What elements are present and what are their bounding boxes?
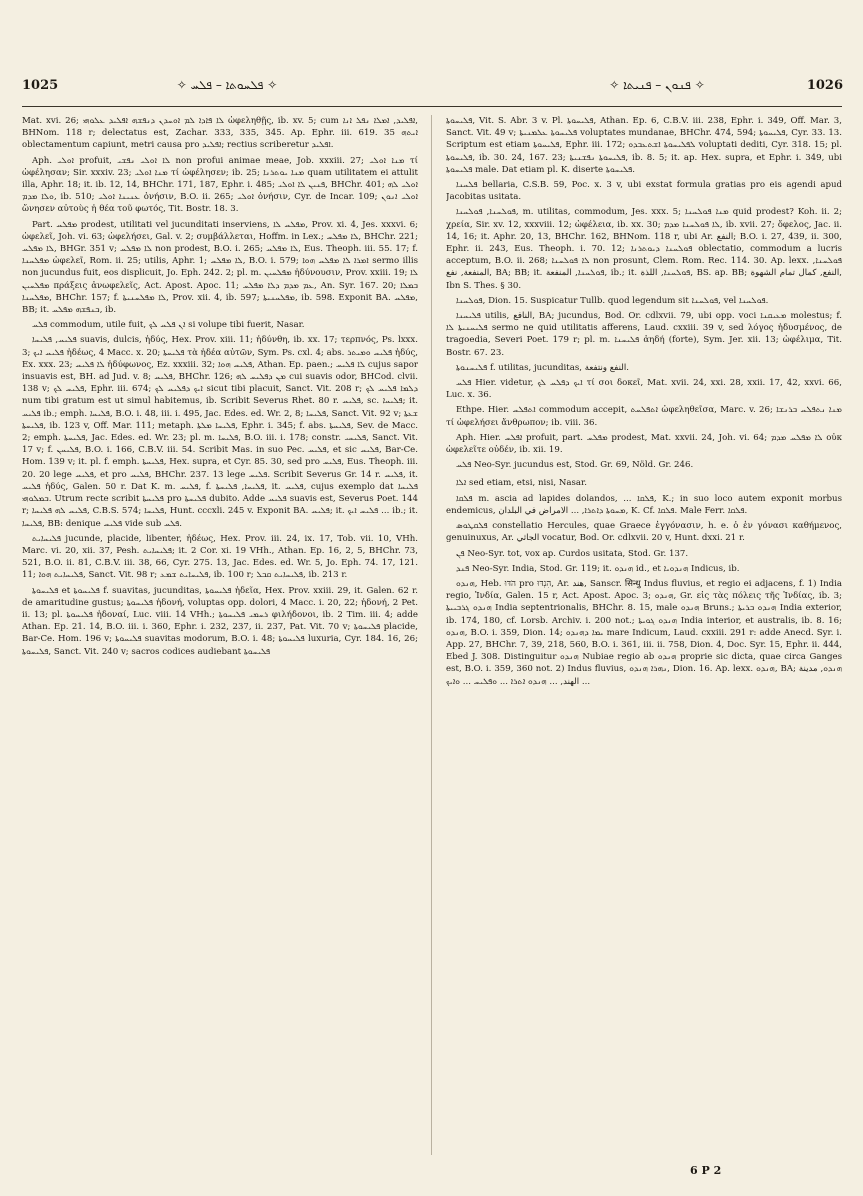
entry-paragraph: Aph. ܐܘܠܝ profuit, ܠܐ ܐܘܠܝ ܢܦܫܝ non profui animae meae, Job. xxxiii. 27; ܡܢܐ ܐܘܠܝ τί ὠφέλησαν; Sir. xxxiv. 23; ܡܢܐ ܐܘܠܝ τί ὠφέλησεν; ib. 25; ܡܢܐ ܝܘܬܪܢܐ quam utilitatem ei attulit illa, Aphr. 18; it. ib. 12, 14, BHChr. 171, 187, Ephr. i. 485; ܦܢܝܢ ܠܐ ܐܘܠܝ, BHChr. 401; ܐܘܠܝ ܠܗ ܘܠܐ ܡܕܡ, ib. 510; ܥܢܝܢܐ ܐܘܠܝ ὀνήσιν, B.O. ii. 265; ܐܘܠܝ ὀνήσιν, Cyr. de Incar. 109; ܐܘܠܝ ܐܢܘܢ ὤνησεν αὐτοὺς ἡ θέα τοῦ φωτός, Tit. Bostr. 18. 3. (22, 155, 418, 215)
header-rule (22, 106, 842, 107)
left-column (22, 115, 418, 1165)
entry-paragraph: ܐܠܐ sed etiam, etsi, nisi, Nasar. (456, 478, 587, 489)
entry-paragraph: ܦܠܝܚܘܬܐ, Vit. S. Abr. 3 v. Pl. ܦܠܝܚܘܬܐ, Athan. Ep. 6, C.B.V. iii. 238, Ephr. i. 349, Off. Mar. 3, Sanct. Vit. 49 v; ܦܠܝܚܘܬܐ ܥܠܡܢܝܬܐ voluptates mundanae, BHChr. 474, 594; ܦܠܝܚܘܬܐ, Cyr. 33. 13. Scriptum est etiam ܦܠܝܚܘܬܐ, Ephr. iii. 172; ܠܦܠܝܚܘܬܐ ܐܫܬܥܒܕܘ voluptati dediti, Cyr. 318. 15; pl. ܦܠܝܚܘܬܐ, ib. 30. 24, 167. 23; ܦܠܝܚܘܬܐ ܢܦܫܢܝܬܐ, ib. 8. 5; it. ap. Hex. supra, et Ephr. i. 349, ubi ܦܠܝܚܘܬܐ male. Dat etiam pl. K. diserte ܦܠܝܚܘܬܐ. (446, 116, 842, 175)
entry-paragraph: ܦܠܝܚ, ܦܠܝܚܐ suavis, dulcis, ἡδύς, Hex. Prov. xiii. 11; ἡδύνθη, ib. xx. 17; τερπνός, Ps. lxxx. 3; ܦܠܝܚ ܐܝܟ ἡδέως, 4 Macc. x. 20; ܦܠܝܚܬܐ τὰ ἡδέα αὐτῶν, Sym. Ps. cxl. 4; abs. ܦܠܝܚ ܘܡܝܬܪ ἡδύς, Ex. xxx. 23; ܠܐ ܦܠܝܚ ἡδύφωνος, Ez. xxxiii. 32; ܦܠܝܚ ܗܘܐ, Athan. Ep. paen.; ܠܐ ܦܠܝܚ cujus sapor insuavis est, BH. ad Jud. v. 8; ܦܠܝܚ, BHChr. 126; ܡܢ ܕܦܠܝܚ ܠܗ cui suavis odor, BHCod. clvii. 138 v; ܦܠܝܚ ܠܟ, Ephr. iii. 674; ܐܝܟ ܕܦܠܝܚ ܠܟ sicut tibi placuit, Sanct. Vit. 208 r; ܕܠܡܐ ܦܠܝܚ ܠܟ num tibi gratum est ut simul habitemus, ib. Scribit Severus Rhet. 80 r. ܦܠܝܚ, sc. ܦܠܝܚܐ; it. ܦܠܝܚ ib.; emph. ܦܠܝܚܐ, B.O. i. 48, iii. i. 495, Jac. Edes. ed. Wr. 2, 8; ܦܠܝܚܐ, Sanct. Vit. 92 v; ܫܥܬܐ ܦܠܝܚܬܐ, ib. 123 v, Off. Mar. 111; metaph. ܦܠܝܚܐ ܡܠܬܐ, Ephr. i. 345; f. abs. ܦܠܝܚܬܐ, Sev. de Macc. 2; emph. ܦܠܝܚܬܐ, Jac. Edes. ed. Wr. 23; pl. m. ܦܠܝܚܐ, B.O. iii. i. 178; constr. ܦܠܝܚܝ, Sanct. Vit. 17 v; f. ܦܠܝܚܢ, B.O. i. 166, C.B.V. iii. 54. Scribit Mas. in suo Pec. ܦܠܝܚ, et sic ܦܠܝܚ, Bar-Ce. Hom. 139 v; it. pl. f. emph. ܦܠܝܚܬܐ, Hex. supra, et Cyr. 85. 30, sed pro ܦܠܝܚ, Eus. Theoph. iii. 20. 20 lege ܦܠܝܚ, et pro ܦܠܝܚ, BHChr. 237. 13 lege ܦܠܝܚ. Scribit Severus Gr. 14 r. ܦܠܝܚ, it. ܦܠܝܚ ἡδύς, Galen. 50 r. Dat K. m. ܦܠܝܚ, f. ܦܠܝܚܐ, ܦܠܝܚܬܐ, it. ܦܠܝܚ, cujus exemplo dat ܦܠܝܚܐ ܒܡܠܘܗܝ. Utrum recte scribit ܦܠܝܚܬܐ pro ܦܠܝܚܬܐ dubito. Adde ܦܠܝܚ suavis est, Severus Poet. 144 r; ܦܠܝܚ ܠܗ ܦܠܝܚܐ, C.B.S. 574; ܦܠܝܚܐ, Hunt. cccxli. 245 v. Exponit BA. ܦܠܝܚ; it. ܦܠܝܚ ܐܝܟ ... ib.; it. ܦܠܝܚܐ, BB: denique ܦܠܝܚ vide sub ܦܠܚ. (22, 335, 418, 529)
entry-paragraph: Mat. xvi. 26; ܠܐ ܦܐܕܐ ܠܡ ܐܘܚܕܢ ܕܢܦܫܗ ܐܦܠܝܕ ܥܠܘܗܝ ὠφεληθῇς, ib. xv. 5; cum ܐܦܠܝܕ, ܐܡܠܐ ܢܦܠ ܐܢܐ, BHNom. 118 r; delectatus est, Zachar. 333, 335, 345. Ap. Ephr. iii. 619. 35 ܐܝܬܗ oblectamentum capiunt, metri causa pro ܐܦܠܝܕ; rectius scriberetur ܐܦܠܝܕ. (22, 116, 418, 151)
entry-paragraph: ܦܠܝܚܢܐ utilis, النافع, BA; jucundus, Bod. Or. cdlxvii. 79, ubi opp. voci ܡܥܝܩܢܐ molestus; f. ܦܠܝܚܢܝܬܐ ܠܐ sermo ne quid utilitatis afferens, Laud. cxxiii. 39 v, sed λόγος ἡδυσμένος, de tragoedia, Severi Poet. 179 r; pl. m. ܦܠܝܚܢܐ ἀηδή (forte), Sym. Jer. xii. 13; ὠφέλιμα, Tit. Bostr. 67. 23. (446, 311, 842, 358)
entry-paragraph: Aph. Hier. ܐܦܠܚ profuit, part. ܡܦܠܚ prodest, Mat. xxvii. 24, Joh. vi. 64; ܠܐ ܡܦܠܚ ܡܕܡ οὐκ ὠφελεῖτε οὐδέν, ib. xii. 19. (446, 432, 842, 456)
left-page-number: 1025 (22, 78, 59, 93)
entry-paragraph: ܦܠܚ Hier. videtur, ܐܝܟ ܕܦܠܚ ܠܟ τί σοι δοκεῖ, Mat. xvii. 24, xxi. 28, xxii. 17, 42, xxvi. 66, Luc. x. 36. (446, 378, 842, 401)
signature-mark: 6 P 2 (690, 1164, 722, 1177)
entry-paragraph: ܦܘܠܚܢܐ, Dion. 15. Suspicatur Tullb. quod legendum sit ܦܘܠܚܢܐ, vel ܦܘܠܚܢܐ. (456, 295, 769, 306)
entry-paragraph: ܗܢܕܘ, Heb. הֹדּוּ pro הִנְדּוּ, Ar. هند, Sanscr. सिन्धु Indus fluvius, et regio ei adjacens, f. 1) India regio, Ἰνδία, Galen. 15 r, Act. Apost. Apoc. 3; ܗܢܕܘ, Gr. εἰς τὰς πόλεις τῆς Ἰνδίας, ib. 3; ܗܢܕܘ ܓܪܒܝܝܬܐ India septentrionalis, BHChr. 8. 15, male ܗܢܕܘ Bruns.; ܗܢܕܘ ܒܪܝܬܐ India exterior, ib. 174, 180, cf. Lorsb. Archiv. i. 200 not.; ܗܢܕܘ ܓܘܝܬܐ India interior, et australis, ib. 8. 16; ܗܢܕܘ, B.O. i. 359, Dion. 14; ܝܡܐ ܕܗܢܕܘ mare Indicum, Laud. cxxiii. 291 r: adde Anecd. Syr. i. App. 27, BHChr. 7, 39, 218, 560, B.O. i. 361, iii. ii. 758, Dion. 4, Doc. Syr. 15, Ephr. ii. 444, Ebed J. 308. Distinguitur ܗܢܕܘ Nubiae regio ab ܗܢܕܘ proprie sic dicta, quae circa Ganges est, B.O. i. 359, 360 not. 2) Indus fluvius, ܢܗܪܐ ܗܢܕܘ, Dion. 16. Ap. lexx. ܗܢܕܘ, BA; ܗܢܕܘ, مدينة الهند, ... ܗܢܕܘ ܐܬܪܐ ... ܘܦܠܝܚ ... ܘܐܝܟ ... (446, 578, 842, 687)
column-divider (431, 115, 432, 1155)
entry-paragraph: ܦܠܚ commodum, utile fuit, ܐܢ ܦܠܚ ܠܟ si volupe tibi fuerit, Nasar. (32, 320, 305, 331)
left-running-head: ✧ ܦܠܚܘܬܐ – ܦܠܚ ✧ (176, 78, 278, 92)
entry-paragraph: ܦܠܚ Neo-Syr. jucundus est, Stod. Gr. 69, Nöld. Gr. 246. (456, 460, 694, 471)
right-column (446, 115, 842, 1165)
entry-paragraph: ܦܢ Neo-Syr. tot, vox ap. Curdos usitata, Stod. Gr. 137. (456, 548, 689, 559)
entry-paragraph: ܦܠܝܚܢܘܬܐ f. utilitas, jucunditas, النفع ونتفعة. (456, 362, 629, 373)
entry-paragraph: ܦܠܩܐ m. ascia ad lapides dolandos, ... ܦܠܩܐ, K.; in suo loco autem exponit morbus endemicus, ܡܚܘܬܐ ܕܐܬܪܐ, ... الامراض في البلدان, K. Cf. ܦܠܩܐ. Male Ferr. ܦܠܩܐ. (446, 493, 842, 516)
right-page-number: 1026 (806, 78, 843, 93)
entry-paragraph: ܦܠܩܛܘܣ constellatio Hercules, quae Graece ἐγγόνασιν, h. e. ὁ ἐν γόνασι καθήμενος, genuinuxus, Ar. الجاثي vocatur, Bod. Or. cdlxvii. 20 v, Hunt. dxxi. 21 r. (446, 521, 842, 544)
entry-paragraph: ܦܢܕ Neo-Syr. India, Stod. Gr. 119; it. ܗܢܕܘ id., et ܗܢܕܘܝܐ Indicus, ib. (456, 563, 740, 574)
entry-paragraph: ܦܠܝܚܘܬܐ et ܦܠܝܚܘܬܐ f. suavitas, jucunditas, ܦܠܝܚܘܬܐ ἡδεῖα, Hex. Prov. xxiii. 29, it. Galen. 62 r. de amaritudine gustus; ܦܠܝܚܘܬܐ ἡδονή, voluptas opp. dolori, 4 Macc. i. 20, 22; ἡδονή, 2 Pet. ii. 13; pl. ܦܠܝܚܘܬܐ ἡδοναί, Luc. viii. 14 VHh.; ܪܚܡܝ ܦܠܝܚܘܬܐ φιλήδονοι, ib. 2 Tim. iii. 4; adde Athan. Ep. 21. 14, B.O. iii. i. 360, Ephr. i. 232, 237, ii. 237, Pat. Vit. 70 v; ܦܠܝܚܘܬܐ placide, Bar-Ce. Hom. 196 v; ܦܠܝܚܘܬܐ suavitas modorum, B.O. i. 48; ܦܠܝܚܘܬܐ luxuria, Cyr. 184. 16, 26; ܦܠܝܚܘܬܐ, Sanct. Vit. 240 v; sacros codices audiebant ܦܠܝܚܘܬܐ (22, 585, 418, 657)
right-running-head: ✧ ܦܢܘܢ – ܦܢܝܬܐ ✧ (609, 78, 705, 92)
entry-paragraph: ܦܠܚܢܐ bellaria, C.S.B. 59, Poc. x. 3 v, ubi exstat formula gratias pro eis agendi apud Jacobitas usitata. (446, 180, 842, 203)
entry-paragraph: Ethpe. Hier. ܐܬܦܠܚ commodum accepit, ܐܬܦܠܚܬ ὠφεληθεῖσα, Marc. v. 26; ܡܢܐ ܢܬܦܠܚ ܒܪܢܫܐ τί ὠφελήσει ἄνθρωπον; ib. viii. 36. (446, 405, 842, 428)
entry-paragraph: ܦܘܠܚܢܐ, ܦܘܠܚܢܐ, m. utilitas, commodum, Jes. xxx. 5; ܡܢܐ ܦܘܠܚܢܐ quid prodest? Koh. ii. 2; χρεία, Sir. xv. 12, xxxviii. 12; ὠφέλεια, ib. xx. 30; ܠܐ ܦܘܠܚܢܐ ܡܕܡ, ib. xvii. 27; ὄφελος, Jac. ii. 14, 16; it. Aphr. 20, 13, BHChr. 162, BHNom. 118 r, ubi Ar. النفع; B.O. i. 27, 439, ii. 300, Ephr. ii. 243, Eus. Theoph. i. 70. 12; ܦܘܠܚܢܐ ܕܝܘܬܪܢܐ oblectatio, commodum a lucris acceptum, B.O. ii. 268; ܠܐ ܦܘܠܚܢܐ non prosunt, Clem. Rom. Rec. 114. 30. Ap. lexx. ܦܘܠܚܢܐ, المنفعة, نفع, BA; BB; it. ܦܘܠܚܢܐ, المنفعة, ib.; it. ܦܘܠܚܢܐ, اللذة, BS. ap. BB; النفع, كمال تمام الشهوة, Ibn S. Thes. § 30. (446, 207, 842, 291)
entry-paragraph: ܦܠܝܚܐܝܬ jucunde, placide, libenter, ἡδέως, Hex. Prov. iii. 24, ix. 17, Tob. vii. 10, VHh. Marc. vi. 20, xii. 37, Pesh. ܦܠܝܚܐܝܬ; it. 2 Cor. xi. 19 VHh., Athan. Ep. 16, 2, 5, BHChr. 73, 521, B.O. ii. 81, C.B.V. iii. 38, 66, Cyr. 275. 13, Jac. Edes. ed. Wr. 5, Jo. Eph. 74. 17, 121. 11; ܦܠܝܚܐܝܬ ܗܘܐ, Sanct. Vit. 98 r; ܦܠܝܚܐܝܬ ܫܡܥ, ib. 100 r; ܦܠܝܚܐܝܬ ܩܒܠ, ib. 213 r. (22, 533, 418, 581)
entry-paragraph: Part. ܡܦܠܚ prodest, utilitati vel jucunditati inserviens, ܡܦܠܚ ܠܐ, Prov. xi. 4, Jes. xxxvi. 6; ὠφελεῖ, Joh. vi. 63; ὠφελήσει, Gal. v. 2; συμβάλλεται, Hoffm. in Lex.; ܠܐ ܡܦܠܚ, BHChr. 221; ܠܐ ܡܦܠܚ, BHGr. 351 v; ܠܐ ܡܦܠܚ non prodest, B.O. i. 265; ܠܐ ܡܦܠܚ, Eus. Theoph. iii. 55. 17; f. ܡܦܠܚܢܐ ὠφελεῖ, Rom. ii. 25; utilis, Aphr. 1; ܠܐ ܡܦܠܚ, B.O. i. 579; ܐܡܪܐ ܠܐ ܡܦܠܚ ܗܘܐ sermo illis non jucundus fuit, eos displicuit, Jo. Eph. 242. 2; pl. m. ܡܦܠܚܝܢ ἡδύνουσιν, Prov. xxiii. 19; ܠܐ ܡܦܠܚܝܢ πράξεις ἀνωφελεῖς, Act. Apost. Apoc. 11; ܥܡ ܡܕܡ ܕܠܐ ܡܦܠܚ, An. Syr. 167. 20; ܒܡܠܐ ܡܦܠܚܢܐ, BHChr. 157; f. ܠܐ ܡܦܠܚܢܝܬܐ, Prov. xii. 4, ib. 597; ܡܦܠܚܢܝܬܐ, ib. 598. Exponit BA. ܡܦܠܚ, BB; it. ܒܢܦܫܗ ܡܦܠܚ, ib. (22, 219, 418, 316)
page-header (22, 78, 843, 98)
